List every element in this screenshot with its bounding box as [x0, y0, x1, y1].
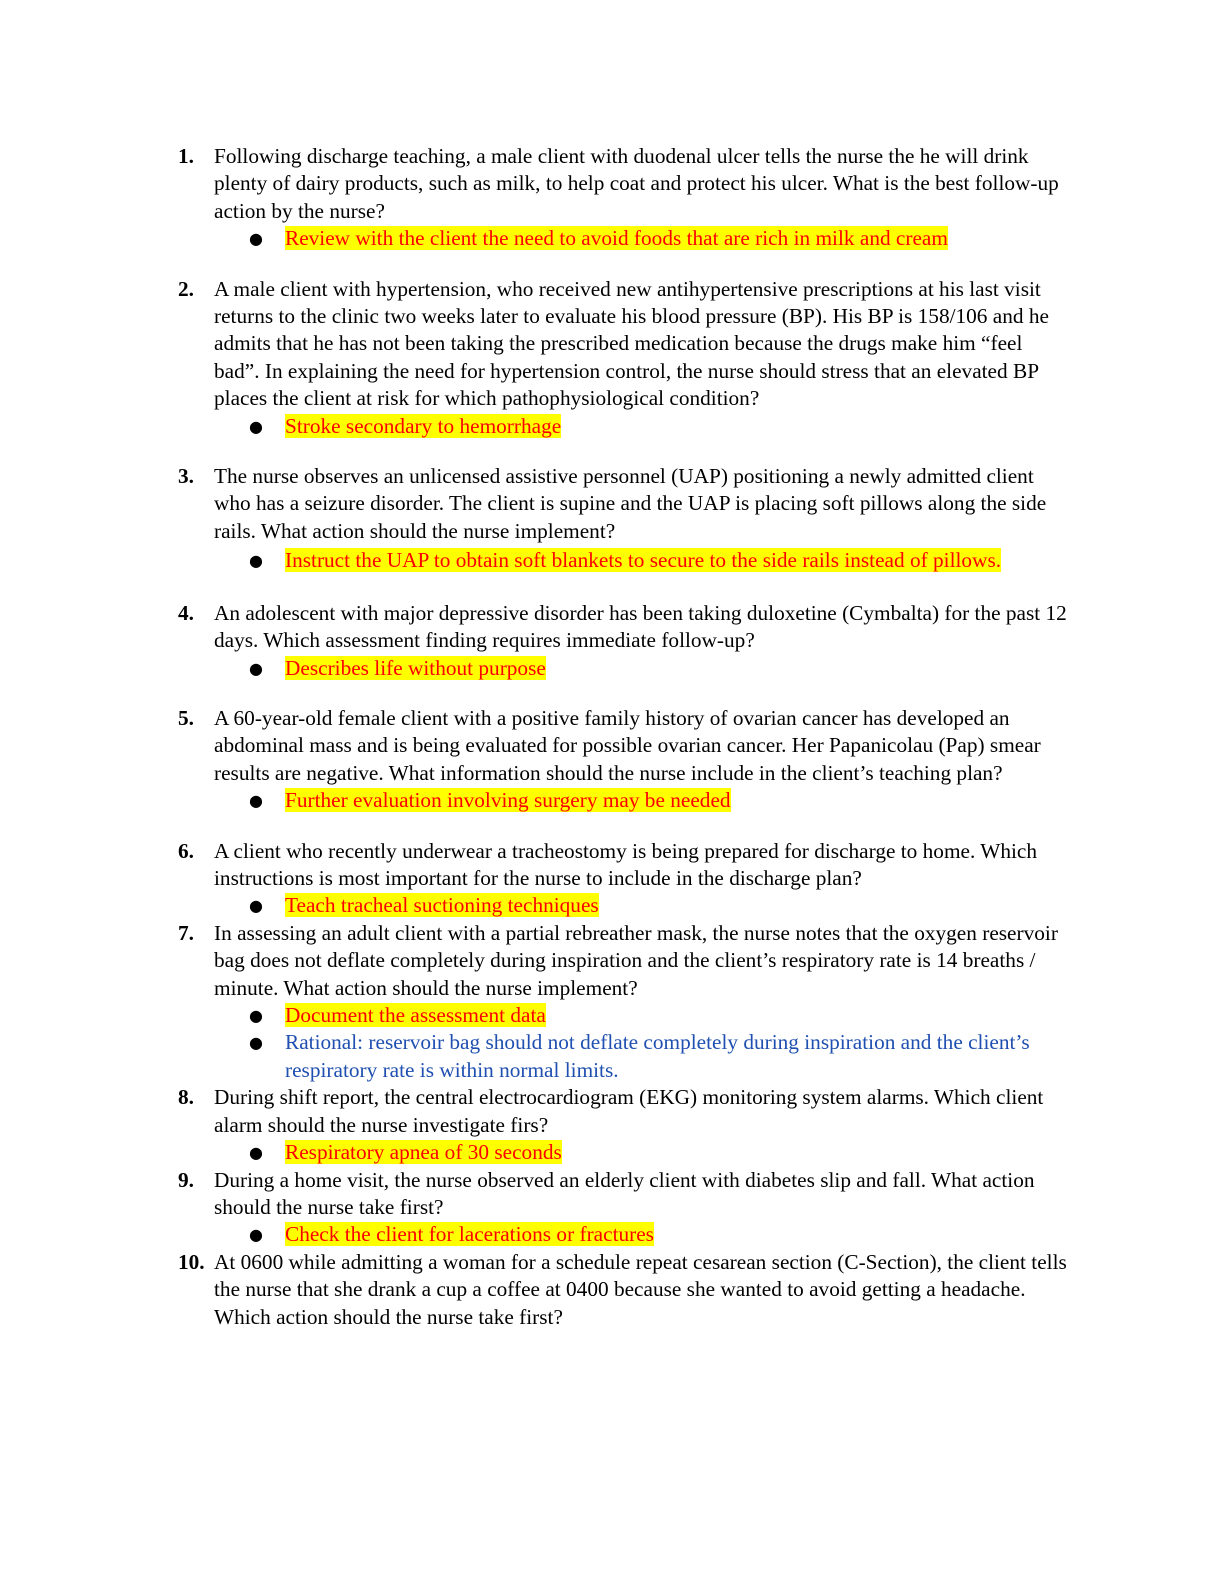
rationale-text: Rational: reservoir bag should not deflate completely during inspiration and the client’s respiratory rate is within normal limits. — [285, 1030, 1030, 1082]
bullet-icon: ● — [249, 551, 263, 571]
bullet-icon: ● — [249, 1033, 263, 1053]
question-text: A 60-year-old female client with a positive family history of ovarian cancer has developed an abdominal mass and is being evaluated for possible ovarian cancer. Her Papanicolau (Pap) smear results are negative. What information should the nurse include in the client’s teaching plan? — [214, 706, 1041, 785]
answer-list — [214, 1002, 1070, 1084]
question-number: 10. — [178, 1249, 205, 1274]
bullet-icon: ● — [249, 229, 263, 249]
answer-list — [214, 892, 1070, 919]
bullet-icon: ● — [249, 896, 263, 916]
answer-item — [214, 545, 1070, 577]
answer-item — [214, 225, 1070, 252]
question-8 — [0, 1084, 1070, 1166]
question-text: Following discharge teaching, a male client with duodenal ulcer tells the nurse the he will drink plenty of dairy products, such as milk, to help coat and protect his ulcer. What is the best follow-up action by the nurse? — [214, 144, 1059, 223]
question-number: 8. — [178, 1085, 194, 1110]
bullet-icon: ● — [249, 1006, 263, 1026]
question-number: 3. — [178, 464, 194, 489]
highlighted-answer: Stroke secondary to hemorrhage — [285, 413, 562, 438]
highlighted-answer: Teach tracheal suctioning techniques — [285, 893, 599, 918]
question-7 — [0, 920, 1070, 1084]
bullet-icon: ● — [249, 791, 263, 811]
answer-list — [214, 225, 1070, 252]
answer-list — [214, 1221, 1070, 1248]
question-text: A male client with hypertension, who received new antihypertensive prescriptions at his last visit returns to the clinic two weeks later to evaluate his blood pressure (BP). His BP is 158/106 and he admits that he has not been taking the prescribed medication because the drugs make him “feel bad”. In explaining the need for hypertension control, the nurse should stress that an elevated BP places the client at risk for which pathophysiological condition? — [214, 276, 1049, 411]
answer-item — [214, 1221, 1070, 1248]
answer-list — [214, 545, 1070, 577]
question-9 — [0, 1167, 1070, 1249]
question-text: An adolescent with major depressive disorder has been taking duloxetine (Cymbalta) for the past 12 days. Which assessment finding requires immediate follow-up? — [214, 600, 1067, 653]
highlighted-answer: Respiratory apnea of 30 seconds — [285, 1140, 562, 1165]
bullet-icon: ● — [249, 658, 263, 678]
answer-item — [214, 413, 1070, 440]
highlighted-answer: Further evaluation involving surgery may be needed — [285, 788, 731, 813]
answer-list — [214, 413, 1070, 440]
answer-item — [214, 787, 1070, 814]
question-3 — [0, 463, 1070, 577]
highlighted-answer: Document the assessment data — [285, 1003, 546, 1028]
question-number: 7. — [178, 920, 194, 945]
question-number: 6. — [178, 838, 194, 863]
answer-list — [214, 1139, 1070, 1166]
question-10 — [0, 1249, 1070, 1331]
answer-item — [214, 1002, 1070, 1029]
question-number: 1. — [178, 144, 194, 168]
bullet-icon: ● — [249, 1225, 263, 1245]
answer-item — [214, 1139, 1070, 1166]
answer-list — [214, 787, 1070, 814]
question-1 — [0, 143, 1070, 253]
question-text: A client who recently underwear a tracheostomy is being prepared for discharge to home. Which instructions is most important for the nurse to include in the discharge plan? — [214, 838, 1037, 891]
question-4 — [0, 600, 1070, 682]
highlighted-answer: Instruct the UAP to obtain soft blankets to secure to the side rails instead of pillows. — [285, 548, 1002, 573]
answer-item — [214, 655, 1070, 682]
question-6 — [0, 838, 1070, 920]
question-text: The nurse observes an unlicensed assistive personnel (UAP) positioning a newly admitted client who has a seizure disorder. The client is supine and the UAP is placing soft pillows along the side rails. What action should the nurse implement? — [214, 464, 1047, 543]
question-number: 2. — [178, 276, 194, 301]
highlighted-answer: Check the client for lacerations or fractures — [285, 1222, 654, 1247]
highlighted-answer: Describes life without purpose — [285, 655, 546, 680]
bullet-icon: ● — [249, 416, 263, 436]
question-list — [0, 143, 1224, 1331]
bullet-icon: ● — [249, 1143, 263, 1163]
highlighted-answer: Review with the client the need to avoid foods that are rich in milk and cream — [285, 226, 948, 251]
question-number: 5. — [178, 706, 194, 730]
answer-item — [214, 892, 1070, 919]
rationale-item — [214, 1029, 1070, 1084]
question-text: During shift report, the central electrocardiogram (EKG) monitoring system alarms. Which client alarm should the nurse investigate firs? — [214, 1085, 1044, 1137]
question-text: At 0600 while admitting a woman for a schedule repeat cesarean section (C-Section), the client tells the nurse that she drank a cup a coffee at 0400 because she wanted to avoid getting a headache. Which action should the nurse take first? — [214, 1249, 1067, 1329]
answer-list — [214, 655, 1070, 682]
question-2 — [0, 276, 1070, 440]
question-5 — [0, 705, 1070, 815]
question-text: In assessing an adult client with a partial rebreather mask, the nurse notes that the oxygen reservoir bag does not deflate completely during inspiration and the client’s respiratory rate is 14 breaths / minute. What action should the nurse implement? — [214, 920, 1058, 1000]
question-number: 9. — [178, 1167, 194, 1192]
question-number: 4. — [178, 600, 194, 625]
question-text: During a home visit, the nurse observed an elderly client with diabetes slip and fall. What action should the nurse take first? — [214, 1167, 1035, 1219]
